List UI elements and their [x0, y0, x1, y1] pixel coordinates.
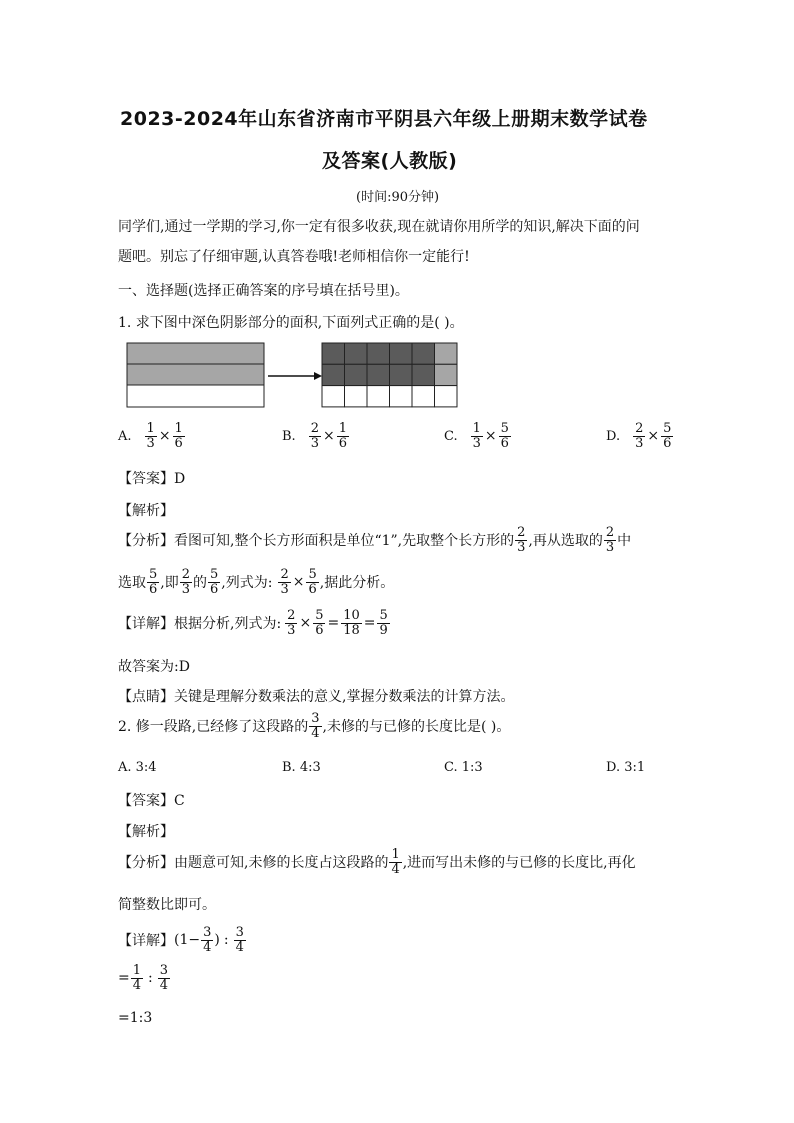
left-rect-row-3 — [127, 385, 264, 407]
q2-fenxi-line-1: 【分析】 由题意可知,未修的长度占这段路的 $\frac{1}{4}$ ,进而写出未修的与已修的长度比,再化 — [118, 847, 636, 877]
grid-cell — [345, 343, 368, 364]
time-note: (时间:90分钟) — [356, 190, 440, 205]
q2-answer: 【答案】C — [118, 793, 185, 809]
q1-conclusion: 故答案为:D — [118, 659, 190, 675]
q1-option-d: D. $\frac{2}{3}$ × $\frac{5}{6}$ — [606, 421, 672, 451]
q1-option-c: C. $\frac{1}{3}$ × $\frac{5}{6}$ — [444, 421, 509, 451]
grid-cell — [412, 364, 435, 385]
q2-xiangjie-step-2: = $\frac{1}{4}$ : $\frac{3}{4}$ — [118, 963, 169, 993]
grid-cell — [390, 343, 413, 364]
grid-cell — [367, 343, 390, 364]
arrow-head — [314, 372, 322, 380]
q2-xiangjie-step-3: =1:3 — [118, 1010, 153, 1026]
q2-option-c: C. 1:3 — [444, 760, 483, 775]
q2-option-a: A. 3:4 — [118, 760, 157, 775]
q1-fenxi-line-2: 选取 $\frac{5}{6}$ ,即 $\frac{2}{3}$ 的 $\frac{5}{6}$ ,列式为: $\frac{2}{3}$ × $\frac{5}{6}$ ,据此分析。 — [118, 567, 395, 597]
section-heading: 一、选择题(选择正确答案的序号填在括号里)。 — [118, 283, 409, 299]
q2-option-b: B. 4:3 — [282, 760, 321, 775]
intro-line-2: 题吧。别忘了仔细审题,认真答卷哦!老师相信你一定能行! — [118, 249, 470, 265]
q1-answer: 【答案】D — [118, 471, 186, 487]
grid-cell — [322, 364, 345, 385]
grid-cell — [390, 364, 413, 385]
grid-cell — [322, 386, 345, 407]
left-rect-row-2 — [127, 364, 264, 385]
page-title: 2023-2024年山东省济南市平阴县六年级上册期末数学试卷 — [120, 108, 648, 130]
q1-dianjing: 【点睛】关键是理解分数乘法的意义,掌握分数乘法的计算方法。 — [118, 689, 515, 705]
grid-cell — [435, 386, 458, 407]
q1-xiangjie: 【详解】 根据分析,列式为: $\frac{2}{3}$ × $\frac{5}{6}$ = $\frac{10}{18}$ = $\frac{5}{9}$ — [118, 608, 388, 638]
q1-fenxi-line-1: 【分析】 看图可知,整个长方形面积是单位“1”,先取整个长方形的 $\frac{2}{3}$ ,再从选取的 $\frac{2}{3}$ 中 — [118, 525, 632, 555]
q1-stem: 1. 求下图中深色阴影部分的面积,下面列式正确的是( )。 — [118, 315, 464, 331]
grid-cell — [367, 364, 390, 385]
grid-cell — [345, 386, 368, 407]
intro-line-1: 同学们,通过一学期的学习,你一定有很多收获,现在就请你用所学的知识,解决下面的问 — [118, 219, 640, 235]
grid-cell — [345, 364, 368, 385]
q2-stem: 2. 修一段路,已经修了这段路的 $\frac{3}{4}$ ,未修的与已修的长度比是( )。 — [118, 711, 511, 741]
grid-cell — [322, 343, 345, 364]
grid-cell — [390, 386, 413, 407]
q2-xiangjie-step-1: 【详解】 (1− $\frac{3}{4}$ ) : $\frac{3}{4}$ — [118, 925, 244, 955]
right-grid — [322, 343, 457, 407]
q2-fenxi-line-2: 简整数比即可。 — [118, 897, 216, 913]
grid-cell — [412, 386, 435, 407]
q1-option-a: A. $\frac{1}{3}$ × $\frac{1}{6}$ — [118, 421, 183, 451]
q2-option-d: D. 3:1 — [606, 760, 646, 775]
q2-jiexi: 【解析】 — [118, 824, 174, 840]
q1-option-b: B. $\frac{2}{3}$ × $\frac{1}{6}$ — [282, 421, 347, 451]
q1-figure — [126, 342, 462, 410]
q1-jiexi: 【解析】 — [118, 503, 174, 519]
grid-cell — [367, 386, 390, 407]
grid-cell — [435, 343, 458, 364]
grid-cell — [435, 364, 458, 385]
page-title-line2: 及答案(人教版) — [322, 150, 458, 172]
grid-cell — [412, 343, 435, 364]
left-rect-row-1 — [127, 343, 264, 364]
